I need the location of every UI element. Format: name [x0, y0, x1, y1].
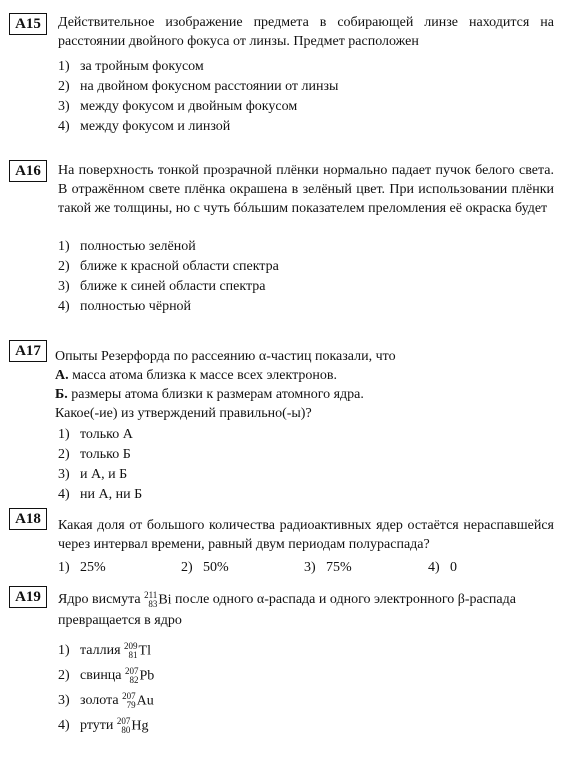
- answer-option[interactable]: 1) полностью зелёной: [58, 239, 196, 254]
- nuclide: 207 79 Au: [122, 690, 154, 710]
- answer-option[interactable]: 2) свинца 207 82 Pb: [58, 663, 558, 688]
- answer-option[interactable]: 2) 50%: [181, 560, 229, 575]
- answer-option[interactable]: 4) ни А, ни Б: [58, 487, 143, 502]
- answer-option[interactable]: 2) на двойном фокусном расстоянии от линзы: [58, 79, 339, 94]
- answer-option[interactable]: 3) между фокусом и двойным фокусом: [58, 99, 298, 114]
- statement-a: А. масса атома близка к массе всех электронов.: [55, 368, 337, 383]
- answer-option[interactable]: 3) и А, и Б: [58, 467, 128, 482]
- answer-option[interactable]: 4) между фокусом и линзой: [58, 119, 231, 134]
- answer-options: [58, 558, 558, 578]
- question-text: На поверхность тонкой прозрачной плёнки нормально падает пучок белого света. В отражённом свете плёнка окрашена в зелёный цвет. При использовании плёнки такой же толщины, но с чуть бóльшим показателем преломления её окраска будет: [58, 163, 554, 216]
- answer-option[interactable]: 1) за тройным фокусом: [58, 59, 204, 74]
- statement-b: Б. размеры атома близки к размерам атомного ядра.: [55, 387, 364, 402]
- answer-option[interactable]: 2) только Б: [58, 447, 131, 462]
- question-intro: Опыты Резерфорда по рассеянию α-частиц показали, что: [55, 349, 396, 364]
- answer-option[interactable]: 3) ближе к синей области спектра: [58, 279, 266, 294]
- question-number: A15: [9, 13, 47, 35]
- answer-option[interactable]: 2) ближе к красной области спектра: [58, 259, 279, 274]
- bismuth-nuclide: 211 83 Bi: [144, 589, 172, 609]
- nuclide: 209 81 Tl: [124, 640, 151, 660]
- question-text: Какая доля от большого количества радиоактивных ядер остаётся нераспавшейся через интервал времени, равный двум периодам полураспада?: [58, 518, 554, 552]
- answer-option[interactable]: 4) ртути 207 80 Hg: [58, 713, 558, 738]
- question-text: Действительное изображение предмета в собирающей линзе находится на расстоянии двойного фокуса от линзы. Предмет расположен: [58, 15, 554, 49]
- nuclide: 207 80 Hg: [116, 715, 149, 735]
- answer-options: [58, 237, 558, 317]
- answer-options: [58, 638, 558, 738]
- question-number: A17: [9, 340, 47, 362]
- answer-option[interactable]: 1) 25%: [58, 560, 106, 575]
- question-number: A18: [9, 508, 47, 530]
- answer-option[interactable]: 1) таллия 209 81 Tl: [58, 638, 558, 663]
- answer-option[interactable]: 3) 75%: [304, 560, 352, 575]
- question-text: Ядро висмута 211 83 Bi после одного α-распада и одного электронного β-распада превращается в ядро: [58, 589, 516, 629]
- question-number: A16: [9, 160, 47, 182]
- answer-options: [58, 425, 558, 505]
- question-text: [55, 347, 551, 423]
- question-prompt: Какое(-ие) из утверждений правильно(-ы)?: [55, 406, 312, 421]
- answer-option[interactable]: 1) только А: [58, 427, 133, 442]
- answer-option[interactable]: 3) золота 207 79 Au: [58, 688, 558, 713]
- answer-options: [58, 57, 558, 137]
- answer-option[interactable]: 4) полностью чёрной: [58, 299, 192, 314]
- answer-option[interactable]: 4) 0: [428, 560, 457, 575]
- nuclide: 207 82 Pb: [125, 665, 155, 685]
- question-number: A19: [9, 586, 47, 608]
